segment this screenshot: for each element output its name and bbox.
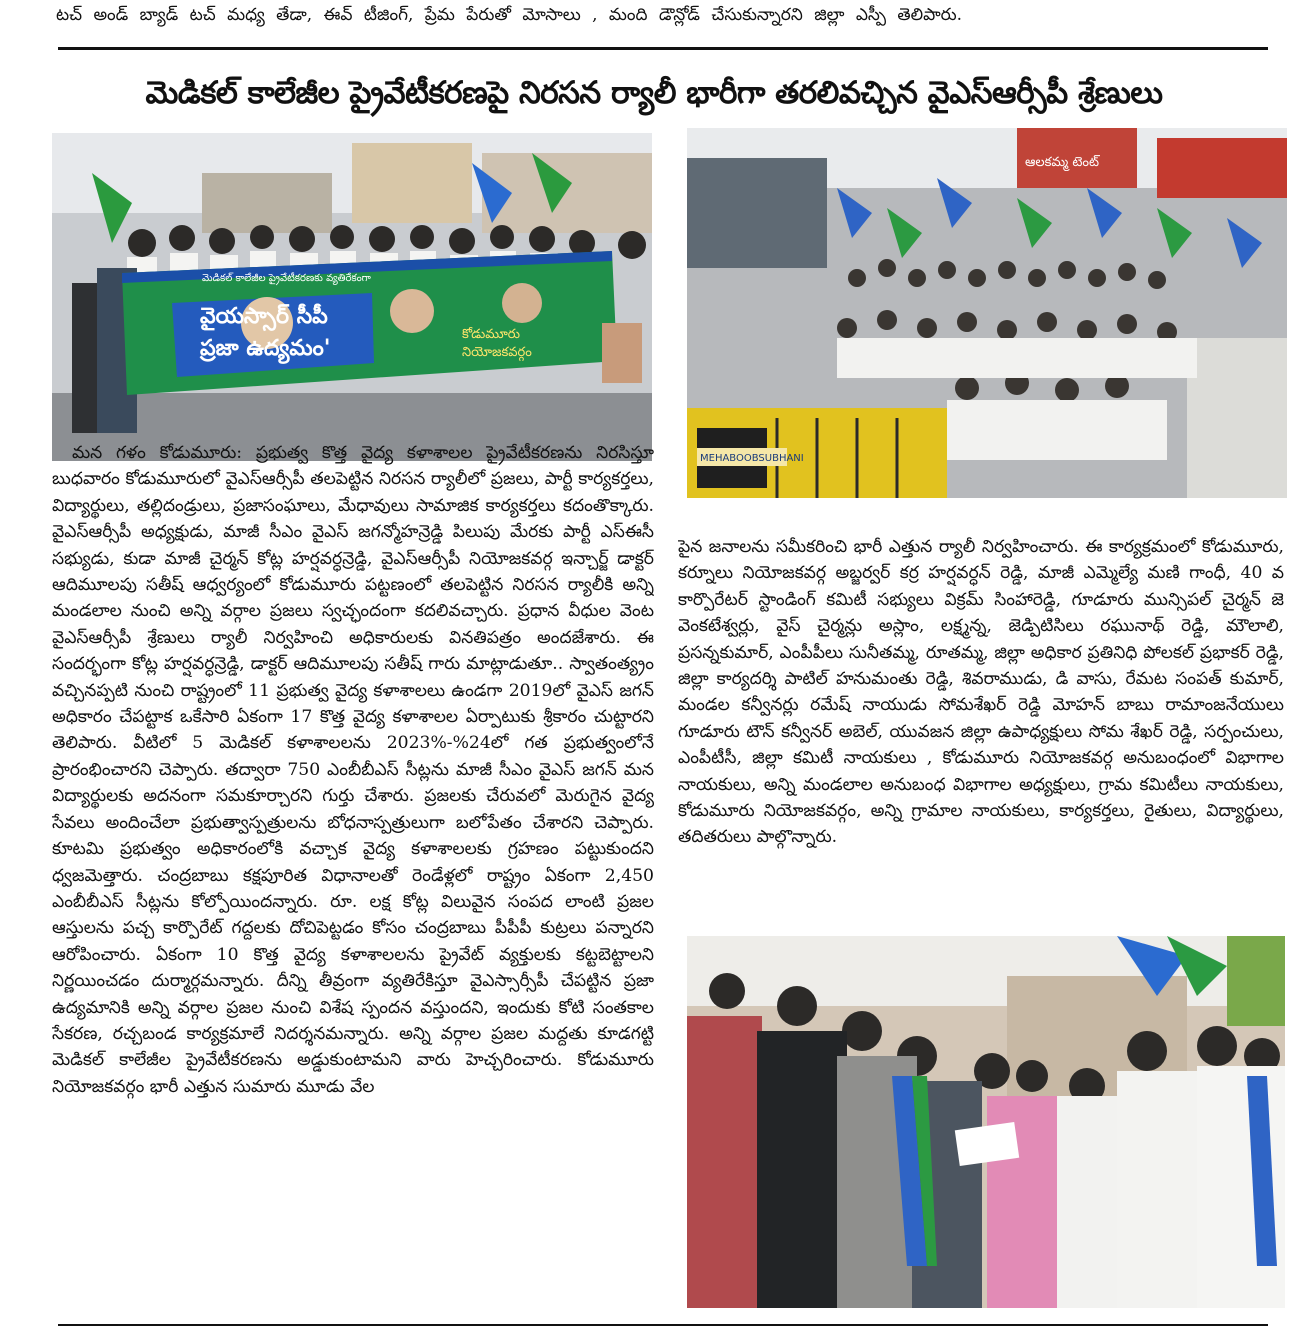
shop-sign: ఆలకమ్మ టెంట్ [1025, 155, 1099, 170]
banner-side2: నియోజకవర్గం [462, 345, 532, 360]
rally-banner-photo [52, 133, 652, 461]
top-snippet: టచ్ అండ్ బ్యాడ్ టచ్ మధ్య తేడా, ఈవ్ టీజింగ్, ప్రేమ పేరుతో మోసాలు , మంది డౌన్లోడ్ చేసుకున్నారని జిల్లా ఎస్పీ తెలిపారు. [56, 5, 962, 25]
banner-side1: కోడుమూరు [462, 327, 520, 342]
truck-sign: MEHABOOBSUBHANI [700, 453, 804, 464]
article-left-text: మన గళం కోడుమూరు: ప్రభుత్వ కొత్త వైద్య కళాశాలల ప్రైవేటీకరణను నిరసిస్తూ బుధవారం కోడుమూరులో వైఎస్ఆర్సీపీ తలపెట్టిన నిరసన ర్యాలీలో ప్రజలు, పార్టీ కార్యకర్తలు, విద్యార్థులు, తల్లిదండ్రులు, ప్రజాసంఘాలు, మేధావులు సామాజిక కార్యకర్తలు కదంతొక్కారు. వైఎస్ఆర్సీపీ అధ్యక్షుడు, మాజీ సీఎం వైఎస్ జగన్మోహన్రెడ్డి పిలుపు మేరకు పార్టీ ఎస్ఈసీ సభ్యుడు, కుడా మాజీ చైర్మన్ కోట్ల హర్షవర్ధన్రెడ్డి, వైఎస్ఆర్సీపీ నియోజకవర్గ ఇన్చార్జ్ డాక్టర్ ఆదిమూలపు సతీష్ ఆధ్వర్యంలో కోడుమూరు పట్టణంలో తలపెట్టిన నిరసన ర్యాలీకి అన్ని మండలాల నుంచి అన్ని వర్గాల ప్రజలు స్వచ్ఛందంగా కదలివచ్చారు. ప్రధాన వీధుల వెంట వైఎస్ఆర్సీపీ శ్రేణులు ర్యాలీ నిర్వహించి అధికారులకు వినతిపత్రం అందజేశారు. ఈ సందర్భంగా కోట్ల హర్షవర్ధన్రెడ్డి, డాక్టర్ ఆదిమూలపు సతీష్ గారు మాట్లాడుతూ.. స్వాతంత్య్రం వచ్చినప్పటి నుంచి రాష్ట్రంలో 11 ప్రభుత్వ వైద్య కళాశాలలు ఉండగా 2019లో వైఎస్ జగన్ అధికారం చేపట్టాక ఒకేసారి ఏకంగా 17 కొత్త వైద్య కళాశాలల ఏర్పాటుకు శ్రీకారం చుట్టారని తెలిపారు. వీటిలో 5 మెడికల్ కళాశాలలను 2023%-%24లో గత ప్రభుత్వంలోనే ప్రారంభించారని చెప్పారు. తద్వారా 750 ఎంబీబీఎస్ సీట్లను మాజీ సీఎం వైఎస్ జగన్ మన విద్యార్థులకు అదనంగా సమకూర్చారని గుర్తు చేశారు. ప్రజలకు చేరువలో మెరుగైన వైద్య సేవలు అందించేలా ప్రభుత్వాస్పత్రులను బోధనాస్పత్రులుగా బలోపేతం చేశారని చెప్పారు. కూటమి ప్రభుత్వం అధికారంలోకి వచ్చాక వైద్య కళాశాలలకు గ్రహణం పట్టుకుందని ధ్వజమెత్తారు. చంద్రబాబు కక్షపూరిత విధానాలతో రెండేళ్లలో రాష్ట్రం ఏకంగా 2,450 ఎంబీబీఎస్ సీట్లను కోల్పోయిందన్నారు. రూ. లక్ష కోట్ల విలువైన సంపద లాంటి ప్రజల ఆస్తులను పచ్చ కార్పొరేట్ గద్దలకు దోచిపెట్టడం కోసం చంద్రబాబు పీపీపీ కుట్రలు పన్నారని ఆరోపించారు. ఏకంగా 10 కొత్త వైద్య కళాశాలలను ప్రైవేట్ వ్యక్తులకు కట్టబెట్టాలని నిర్ణయించడం దుర్మార్గమన్నారు. దీన్ని తీవ్రంగా వ్యతిరేకిస్తూ వైఎస్సార్సీపీ చేపట్టిన ప్రజా ఉద్యమానికి అన్ని వర్గాల ప్రజల నుంచి విశేష స్పందన వస్తుందని, ఇందుకు కోటి సంతకాల సేకరణ, రచ్చబండ కార్యక్రమాలే నిదర్శనమన్నారు. అన్ని వర్గాల ప్రజల మద్దతు కూడగట్టి మెడికల్ కాలేజీల ప్రైవేటీకరణను అడ్డుకుంటామని వారు హెచ్చరించారు. కోడుమూరు నియోజకవర్గం భారీ ఎత్తున సుమారు మూడు వేల [52, 443, 654, 1097]
bottom-rule [58, 1324, 1268, 1326]
article-left-column [52, 440, 654, 1280]
banner-line1: వైయస్సార్ సీపీ [200, 304, 328, 329]
headline: మెడికల్ కాలేజీల ప్రైవేటీకరణపై నిరసన ర్యాలీ భారీగా తరలివచ్చిన వైఎస్ఆర్సీపీ శ్రేణులు [145, 75, 1163, 111]
rally-crowd-photo [687, 128, 1287, 498]
memorandum-photo [687, 936, 1285, 1308]
banner-top-text: మెడికల్ కాలేజీల ప్రైవేటీకరణకు వ్యతిరేకంగా [202, 273, 371, 284]
article-right-text: పైన జనాలను సమీకరించి భారీ ఎత్తున ర్యాలీ నిర్వహించారు. ఈ కార్యక్రమంలో కోడుమూరు, కర్నూలు నియోజకవర్గ అబ్జర్వర్ కర్ర హర్షవర్ధన్ రెడ్డి, మాజీ ఎమ్మెల్యే మణి గాంధీ, 40 వ కార్పొరేటర్ స్టాండింగ్ కమిటీ సభ్యులు విక్రమ్ సింహారెడ్డి, గూడూరు మున్సిపల్ చైర్మన్ జె వెంకటేశ్వర్లు, వైస్ చైర్మన్లు అస్లాం, లక్ష్మన్న, జెడ్పిటిసిలు రఘునాథ్ రెడ్డి, మౌలాలి, ప్రసన్నకుమార్, ఎంపీపీలు సునీతమ్మ, రూతమ్మ, జిల్లా అధికార ప్రతినిధి పోలకల్ ప్రభాకర్ రెడ్డి, జిల్లా కార్యదర్శి పాటిల్ హనుమంతు రెడ్డి, శివరాముడు, డి వాసు, రేమట సంపత్ కుమార్, మండల కన్వీనర్లు రమేష్ నాయుడు సోమశేఖర్ రెడ్డి మోహన్ బాబు రామాంజనేయులు గూడూరు టౌన్ కన్వీనర్ అబెల్, యువజన జిల్లా ఉపాధ్యక్షులు సోమ శేఖర్ రెడ్డి, సర్పంచులు, ఎంపీటీసీ, జిల్లా కమిటీ నాయకులు , కోడుమూరు నియోజకవర్గ అనుబంధంలో విభాగాల నాయకులు, అన్ని మండలాల అనుబంధ విభాగాల అధ్యక్షులు, గ్రామ కమిటీలు నాయకులు, కోడుమూరు నియోజకవర్గం, అన్ని గ్రామాల నాయకులు, కార్యకర్తలు, రైతులు, విద్యార్థులు, తదితరులు పాల్గొన్నారు. [678, 537, 1284, 848]
banner-line2: ప్రజా ఉద్యమం' [200, 336, 331, 361]
top-rule [58, 47, 1268, 50]
article-right-column [678, 534, 1284, 914]
